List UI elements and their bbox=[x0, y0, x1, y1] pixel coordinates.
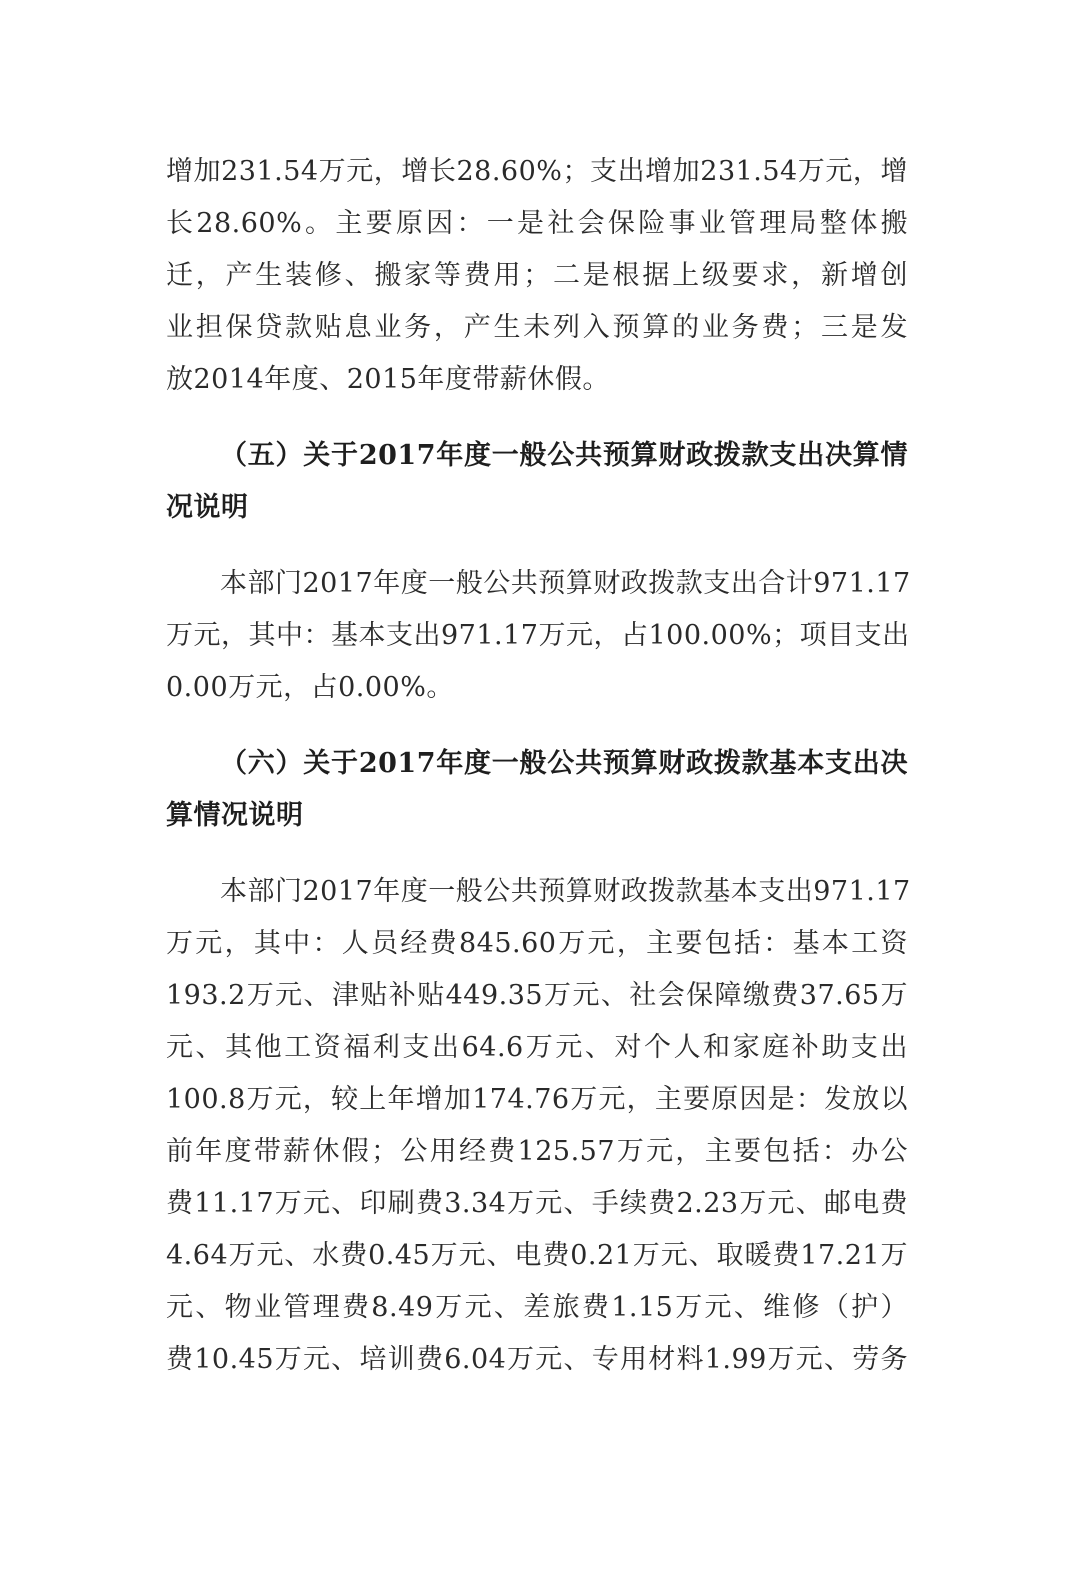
text-line: 元、其他工资福利支出64.6万元、对个人和家庭补助支出 bbox=[166, 1032, 908, 1063]
text-line: 费10.45万元、培训费6.04万元、专用材料1.99万元、劳务 bbox=[166, 1344, 908, 1375]
text-line: 业担保贷款贴息业务，产生未列入预算的业务费；三是发 bbox=[166, 312, 908, 343]
text-line: 放2014年度、2015年度带薪休假。 bbox=[166, 364, 610, 395]
spacer bbox=[166, 714, 908, 738]
text-line: 0.00万元，占0.00%。 bbox=[166, 672, 454, 703]
text-line: 迁，产生装修、搬家等费用；二是根据上级要求，新增创 bbox=[166, 260, 908, 291]
text-line: 193.2万元、津贴补贴449.35万元、社会保障缴费37.65万 bbox=[166, 980, 908, 1011]
spacer bbox=[166, 842, 908, 866]
text-line: 元、物业管理费8.49万元、差旅费1.15万元、维修（护） bbox=[166, 1292, 908, 1323]
text-line: 前年度带薪休假；公用经费125.57万元，主要包括：办公 bbox=[166, 1136, 908, 1167]
heading-line: （六）关于2017年度一般公共预算财政拨款基本支出决 bbox=[220, 748, 908, 779]
document-content bbox=[166, 146, 911, 1386]
heading-line: （五）关于2017年度一般公共预算财政拨款支出决算情 bbox=[220, 440, 908, 471]
text-line: 本部门2017年度一般公共预算财政拨款基本支出971.17 bbox=[220, 876, 911, 907]
section-5-heading bbox=[166, 430, 908, 534]
section-6-body bbox=[166, 866, 911, 1386]
section-5-body bbox=[166, 558, 911, 714]
heading-line: 算情况说明 bbox=[166, 800, 304, 831]
spacer bbox=[166, 406, 908, 430]
section-6-heading bbox=[166, 738, 908, 842]
text-line: 万元，其中：基本支出971.17万元，占100.00%；项目支出 bbox=[166, 620, 910, 651]
text-line: 增加231.54万元，增长28.60%；支出增加231.54万元，增 bbox=[166, 156, 908, 187]
text-line: 费11.17万元、印刷费3.34万元、手续费2.23万元、邮电费 bbox=[166, 1188, 908, 1219]
text-line: 本部门2017年度一般公共预算财政拨款支出合计971.17 bbox=[220, 568, 911, 599]
text-line: 万元，其中：人员经费845.60万元，主要包括：基本工资 bbox=[166, 928, 908, 959]
paragraph-continued bbox=[166, 146, 908, 406]
heading-line: 况说明 bbox=[166, 492, 249, 523]
text-line: 长28.60%。主要原因：一是社会保险事业管理局整体搬 bbox=[166, 208, 908, 239]
text-line: 4.64万元、水费0.45万元、电费0.21万元、取暖费17.21万 bbox=[166, 1240, 908, 1271]
text-line: 100.8万元，较上年增加174.76万元，主要原因是：发放以 bbox=[166, 1084, 908, 1115]
spacer bbox=[166, 534, 908, 558]
